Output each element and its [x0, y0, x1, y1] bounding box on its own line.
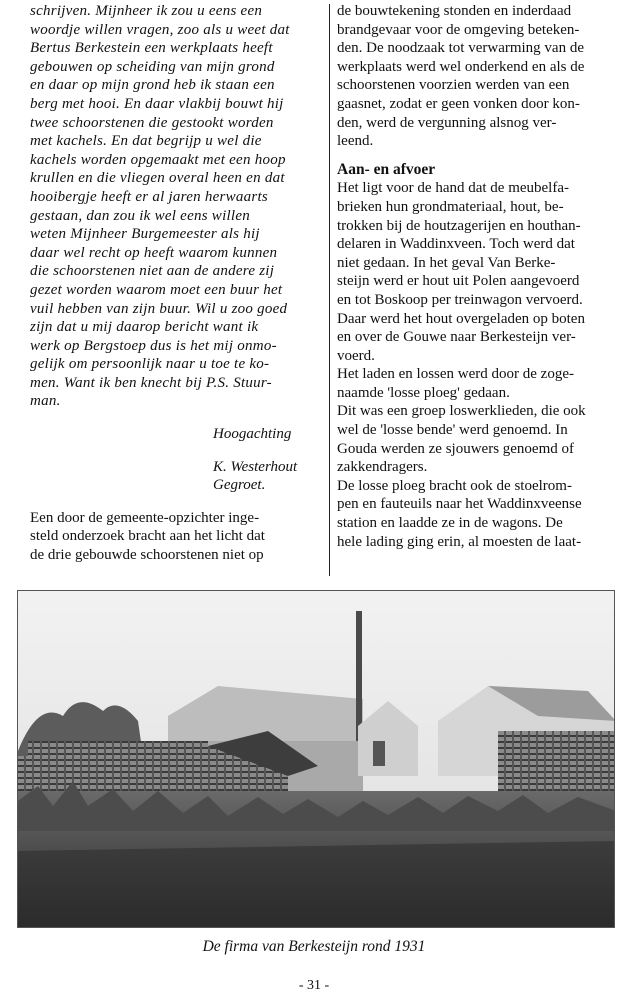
text-line: brandgevaar voor de omgeving beteken- [337, 21, 580, 38]
page-number: - 31 - [298, 978, 330, 993]
text-line: niet gedaan. In het geval Van Berke- [337, 254, 556, 271]
text-line: berg met hooi. En daar vlakbij bouwt hij [30, 95, 284, 112]
text-line: wel de 'losse bende' werd genoemd. In [337, 422, 568, 439]
paragraph-station [337, 477, 615, 551]
text-line: woordje willen vragen, zoo als u weet dat [30, 21, 290, 38]
text-line: naamde 'losse ploeg' gedaan. [337, 384, 510, 401]
signature-name: K. Westerhout [213, 458, 298, 475]
text-line: en over de Gouwe naar Berkesteijn ver- [337, 329, 576, 346]
text-line: Gouda werden ze sjouwers genoemd of [337, 440, 575, 457]
text-line: brieken hun grondmateriaal, hout, be- [337, 198, 564, 215]
letter-closing: Hoogachting [213, 426, 292, 443]
text-line: die schoorstenen niet aan de andere zij [30, 263, 275, 280]
text-line: en tot Boskoop per treinwagon vervoerd. [337, 291, 583, 308]
letter-text [30, 2, 322, 411]
text-line: den. De noodzaak tot verwarming van de [337, 40, 584, 57]
section-heading: Aan- en afvoer [337, 160, 436, 178]
text-line: Het ligt voor de hand dat de meubelfa- [337, 180, 570, 197]
text-line: kachels worden opgemaakt met een hoop [30, 151, 286, 168]
text-line: zakkendragers. [337, 459, 428, 476]
historic-photo [17, 590, 615, 928]
text-line: hooibergje heeft er al jaren herwaarts [30, 188, 268, 205]
text-line: pen en fauteuils naar het Waddinxveense [337, 496, 582, 513]
text-line: werkplaats werd wel onderkend en als de [337, 58, 585, 75]
photo-caption: De firma van Berkesteijn rond 1931 [202, 938, 426, 955]
text-line: Het laden en lossen werd door de zoge- [337, 366, 574, 383]
right-column [337, 2, 615, 551]
column-divider [329, 4, 330, 576]
text-line: gelijk om persoonlijk naar u toe te ko- [30, 356, 270, 373]
text-line: leend. [337, 133, 374, 150]
text-line: hele lading ging erin, al moesten de laat- [337, 533, 582, 550]
text-line: en daar op mijn grond heb ik staan een [30, 77, 275, 94]
left-column [30, 2, 322, 565]
paragraph-transport [337, 179, 615, 365]
text-line: daar wel recht op heeft waarom kunnen [30, 244, 278, 261]
text-line: schoorstenen voorzien werden van een [337, 77, 570, 94]
text-line: krullen en die vliegen overal heen en dat [30, 170, 285, 187]
text-line: met kachels. En dat begrijp u wel die [30, 133, 262, 150]
text-line: delaren in Waddinxveen. Toch werd dat [337, 236, 575, 253]
text-line: steld onderzoek bracht aan het licht dat [30, 528, 265, 545]
paragraph-losse-bende [337, 402, 615, 476]
text-line: den, werd de vergunning alsnog ver- [337, 114, 557, 131]
text-line: steijn werd er hout uit Polen aangevoerd [337, 273, 580, 290]
text-line: weten Mijnheer Burgemeester als hij [30, 226, 260, 243]
text-line: werk op Bergstoep dus is het mij onmo- [30, 337, 277, 354]
text-line: de bouwtekening stonden en inderdaad [337, 3, 572, 19]
signature-greeting: Gegroet. [213, 477, 266, 494]
text-line: twee schoorstenen die gestookt worden [30, 114, 274, 131]
text-line: Bertus Berkestein een werkplaats heeft [30, 40, 273, 57]
text-line: station en laadde ze in de wagons. De [337, 515, 563, 532]
text-line: voerd. [337, 347, 375, 364]
report-paragraph [30, 509, 322, 565]
text-line: zijn dat u mij daarop bericht want ik [30, 319, 259, 336]
text-line: gezet worden waarom moet een buur het [30, 281, 283, 298]
text-line: gaasnet, zodat er geen vonken door kon- [337, 95, 580, 112]
intro-paragraph [337, 2, 615, 151]
text-line: de drie gebouwde schoorstenen niet op [30, 547, 264, 564]
text-line: De losse ploeg bracht ook de stoelrom- [337, 477, 572, 494]
text-line: schrijven. Mijnheer ik zou u eens een [30, 3, 263, 19]
text-line: trokken bij de houtzagerijen en houthan- [337, 217, 581, 234]
text-line: Dit was een groep loswerklieden, die ook [337, 403, 586, 420]
text-line: gebouwen op scheiding van mijn grond [30, 58, 275, 75]
text-line: Daar werd het hout overgeladen op boten [337, 310, 585, 327]
text-line: man. [30, 393, 61, 410]
text-line: men. Want ik ben knecht bij P.S. Stuur- [30, 374, 272, 391]
paragraph-losse-ploeg [337, 365, 615, 402]
text-line: gestaan, dan zou ik wel eens willen [30, 207, 250, 224]
text-line: vuil hebben van zijn buur. Wil u zoo goed [30, 300, 288, 317]
text-line: Een door de gemeente-opzichter inge- [30, 509, 260, 526]
